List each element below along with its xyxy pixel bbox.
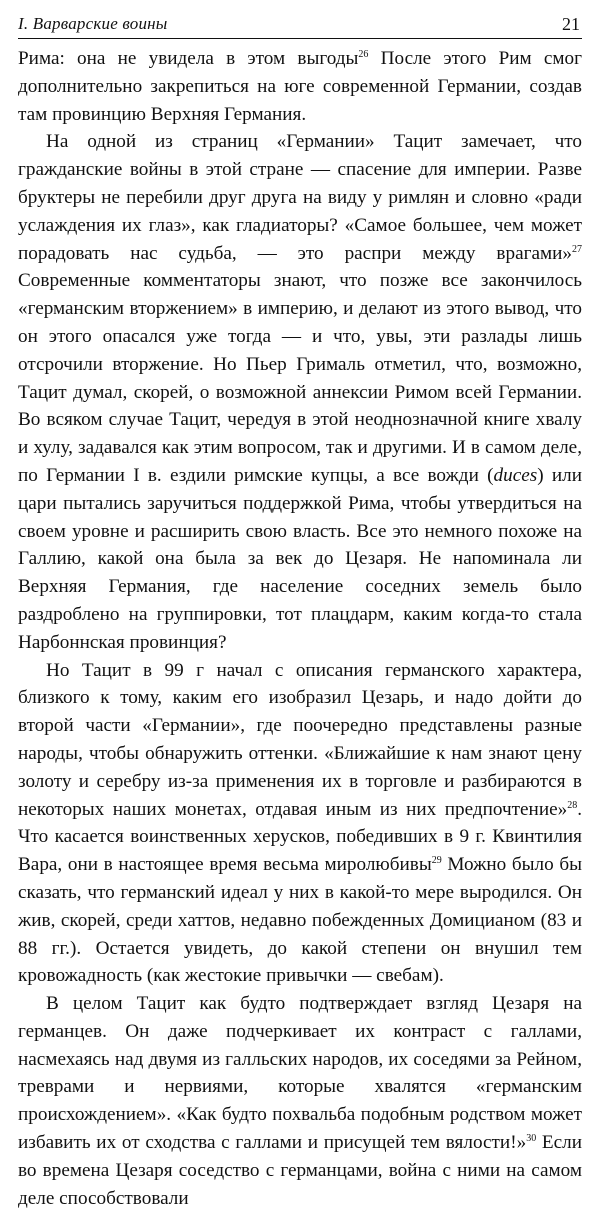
footnote-ref-26: 26 [358, 49, 369, 60]
text-run: После этого Рим смог дополнительно закрепиться на юге современной Германии, создав там провинцию Верхняя Германия. [18, 48, 582, 125]
footnote-ref-30: 30 [526, 1133, 537, 1145]
running-head: I. Варварские воины [18, 14, 168, 33]
text-run: . Что касается воинственных херусков, победивших в 9 г. Квинтилия Вара, они в настоящее время весьма миролюбивы [18, 798, 582, 876]
latin-term: duces [493, 464, 538, 486]
text-run: На одной из страниц «Германии» Тацит замечает, что гражданские войны в этой стране — спасение для империи. Разве бруктеры не перебили друг друга на виду у римлян и словно «ради услаждения их глаз», как гладиаторы? «Самое большее, чем может порадовать нас судьба, — это распри между врагами» [18, 131, 582, 264]
text-run: Можно было бы сказать, что германский идеал у них в какой-то мере выродился. Он жив, скорей, среди хаттов, недавно побежденных Домицианом (83 и 88 гг.). Остается увидеть, до какой степени он внушил тем кровожадность (как жестокие привычки — свебам). [18, 854, 582, 987]
paragraph [18, 990, 582, 1212]
text-run: Рима: она не увидела в этом выгоды [18, 48, 359, 69]
footnote-ref-28: 28 [567, 799, 578, 811]
paragraph [18, 657, 582, 991]
body-text [18, 45, 582, 1212]
text-run: В целом Тацит как будто подтверждает взгляд Цезаря на германцев. Он даже подчеркивает их контраст с галлами, насмехаясь над двумя из галльских народов, их соседями за Рейном, треврами и нервиями, которые хвалятся «германским происхождением». «Как будто похвальба подобным родством может избавить их от сходства с галлами и присущей тем вялости!» [18, 993, 582, 1154]
footnote-ref-29: 29 [431, 855, 442, 867]
text-run: ) или цари пытались заручиться поддержкой Рима, чтобы утвердиться на своем уровне и расширить свою власть. Все это немного похоже на Галлию, какой она была за век до Цезаря. Не напоминала ли Верхняя Германия, где население соседних земель было раздроблено на группировки, тот плацдарм, каким когда-то стала Нарбоннская провинция? [18, 464, 582, 653]
text-run: Современные комментаторы знают, что позже все закончилось «германским вторжением» в империю, и делают из этого вывод, что он этого опасался уже тогда — и что, увы, эти разлады лишь отсрочили вторжение. Но Пьер Грималь отметил, что, возможно, Тацит думал, скорей, о возможной аннексии Римом всей Германии. Во всяком случае Тацит, чередуя в этой неоднозначной книге хвалу и хулу, задавался как этим вопросом, так и другими. И в самом деле, по Германии I в. ездили римские купцы, а все вожди ( [18, 270, 582, 486]
page-number: 21 [562, 14, 580, 34]
paragraph [18, 128, 582, 656]
footnote-ref-27: 27 [572, 243, 582, 255]
page-header [18, 0, 582, 39]
paragraph [18, 45, 582, 128]
text-run: Но Тацит в 99 г начал с описания германского характера, близкого к тому, каким его изобразил Цезарь, и надо дойти до второй части «Германии», где поочередно представлены разные народы, чтобы обнаружить оттенки. «Ближайшие к нам знают цену золоту и серебру из-за применения их в торговле и разбираются в некоторых наших монетах, отдавая иным из них предпочтение» [18, 659, 582, 820]
text-run: Если во времена Цезаря соседство с германцами, война с ними на самом деле способствовали [18, 1132, 582, 1209]
